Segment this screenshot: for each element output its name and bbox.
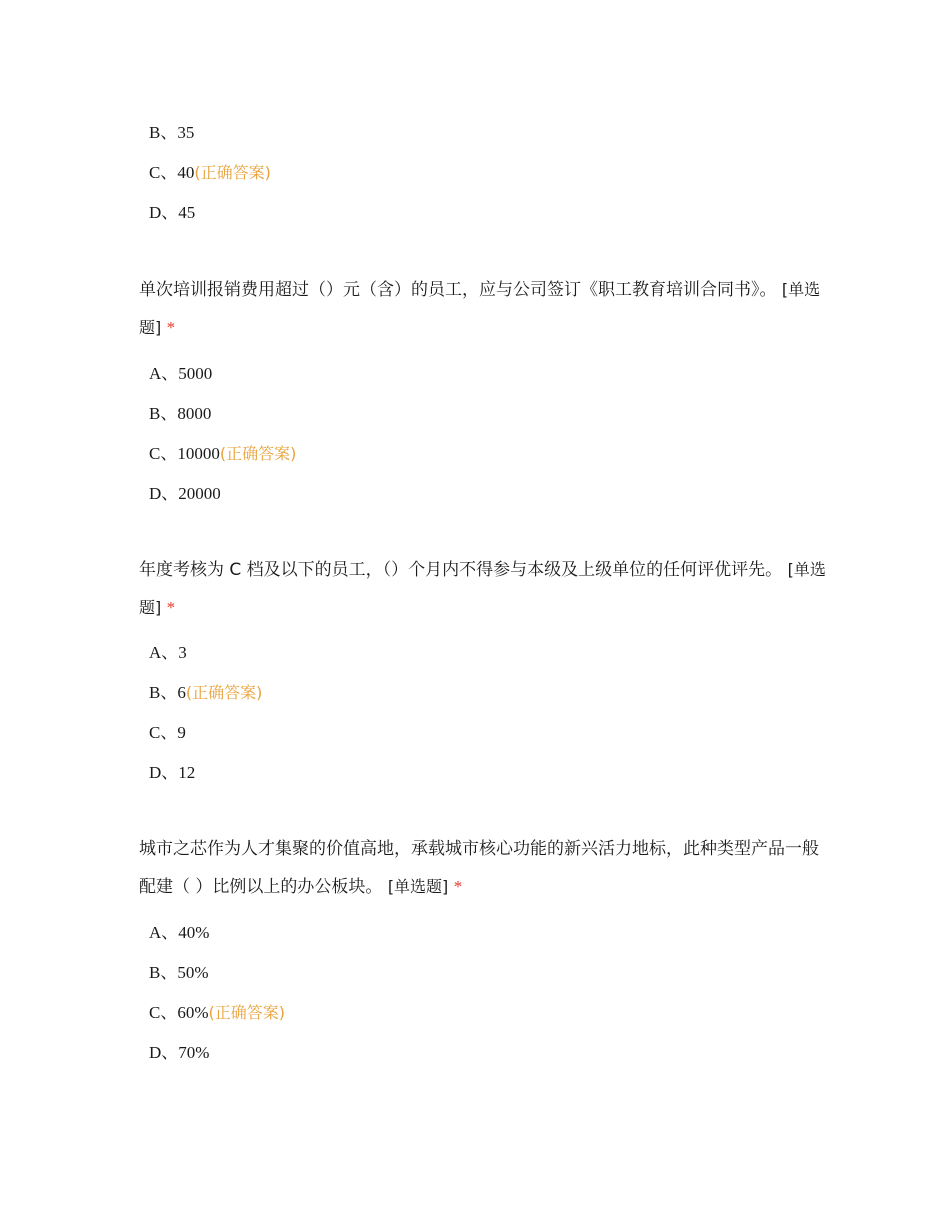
option-letter: B、 (149, 404, 178, 423)
correct-answer-label: (正确答案) (185, 683, 263, 702)
option-c (149, 1003, 285, 1023)
option-list-q4 (149, 923, 285, 1063)
question-title-q3 (139, 551, 829, 627)
option-letter: B、 (149, 963, 178, 982)
option-value: 45 (178, 203, 196, 222)
option-list-q2 (149, 364, 296, 504)
option-letter: A、 (149, 364, 179, 383)
option-value: 70% (178, 1043, 210, 1062)
question-text: 单次培训报销费用超过（）元（含）的员工，应与公司签订《职工教育培训合同书》。 (139, 280, 777, 300)
option-list-q1 (149, 123, 271, 223)
option-a (149, 364, 296, 384)
option-d (149, 1043, 285, 1063)
option-b (149, 683, 262, 703)
option-b (149, 123, 271, 143)
option-value: 6 (177, 683, 186, 702)
option-value: 5000 (178, 364, 213, 383)
option-c (149, 163, 271, 183)
question-type-label: [单选题] (387, 877, 449, 896)
required-mark: * (166, 598, 176, 617)
option-value: 10000 (177, 444, 220, 463)
option-d (149, 203, 271, 223)
option-letter: B、 (149, 683, 178, 702)
correct-answer-label: (正确答案) (219, 444, 297, 463)
option-b (149, 963, 285, 983)
option-letter: A、 (149, 923, 179, 942)
option-value: 40% (178, 923, 210, 942)
option-letter: D、 (149, 484, 179, 503)
correct-answer-label: (正确答案) (208, 1003, 286, 1022)
option-c (149, 444, 296, 464)
option-letter: C、 (149, 723, 178, 742)
question-title-q4 (139, 831, 829, 906)
question-text: 城市之芯作为人才集聚的价值高地，承载城市核心功能的新兴活力地标，此种类型产品一般配建（ ）比例以上的办公板块。 (139, 839, 819, 897)
option-letter: C、 (149, 163, 178, 182)
option-letter: C、 (149, 444, 178, 463)
option-letter: D、 (149, 1043, 179, 1062)
option-letter: B、 (149, 123, 178, 142)
option-b (149, 404, 296, 424)
option-list-q3 (149, 643, 262, 783)
option-c (149, 723, 262, 743)
option-value: 35 (177, 123, 195, 142)
correct-answer-label: (正确答案) (194, 163, 271, 182)
option-a (149, 643, 262, 663)
option-value: 20000 (178, 484, 221, 503)
question-text: 年度考核为 C 档及以下的员工，（）个月内不得参与本级及上级单位的任何评优评先。 (139, 560, 783, 580)
question-title-q2 (139, 271, 829, 347)
option-a (149, 923, 285, 943)
question-type-label: [单选题] (139, 280, 821, 337)
option-letter: D、 (149, 763, 179, 782)
required-mark: * (453, 877, 463, 896)
question-type-label: [单选题] (139, 560, 826, 617)
option-value: 12 (178, 763, 196, 782)
option-letter: A、 (149, 643, 179, 662)
required-mark: * (166, 318, 176, 337)
option-value: 9 (177, 723, 186, 742)
option-d (149, 763, 262, 783)
option-value: 40 (177, 163, 195, 182)
option-value: 50% (177, 963, 209, 982)
option-value: 3 (178, 643, 187, 662)
option-letter: C、 (149, 1003, 178, 1022)
option-value: 8000 (177, 404, 212, 423)
option-value: 60% (177, 1003, 209, 1022)
option-letter: D、 (149, 203, 179, 222)
option-d (149, 484, 296, 504)
